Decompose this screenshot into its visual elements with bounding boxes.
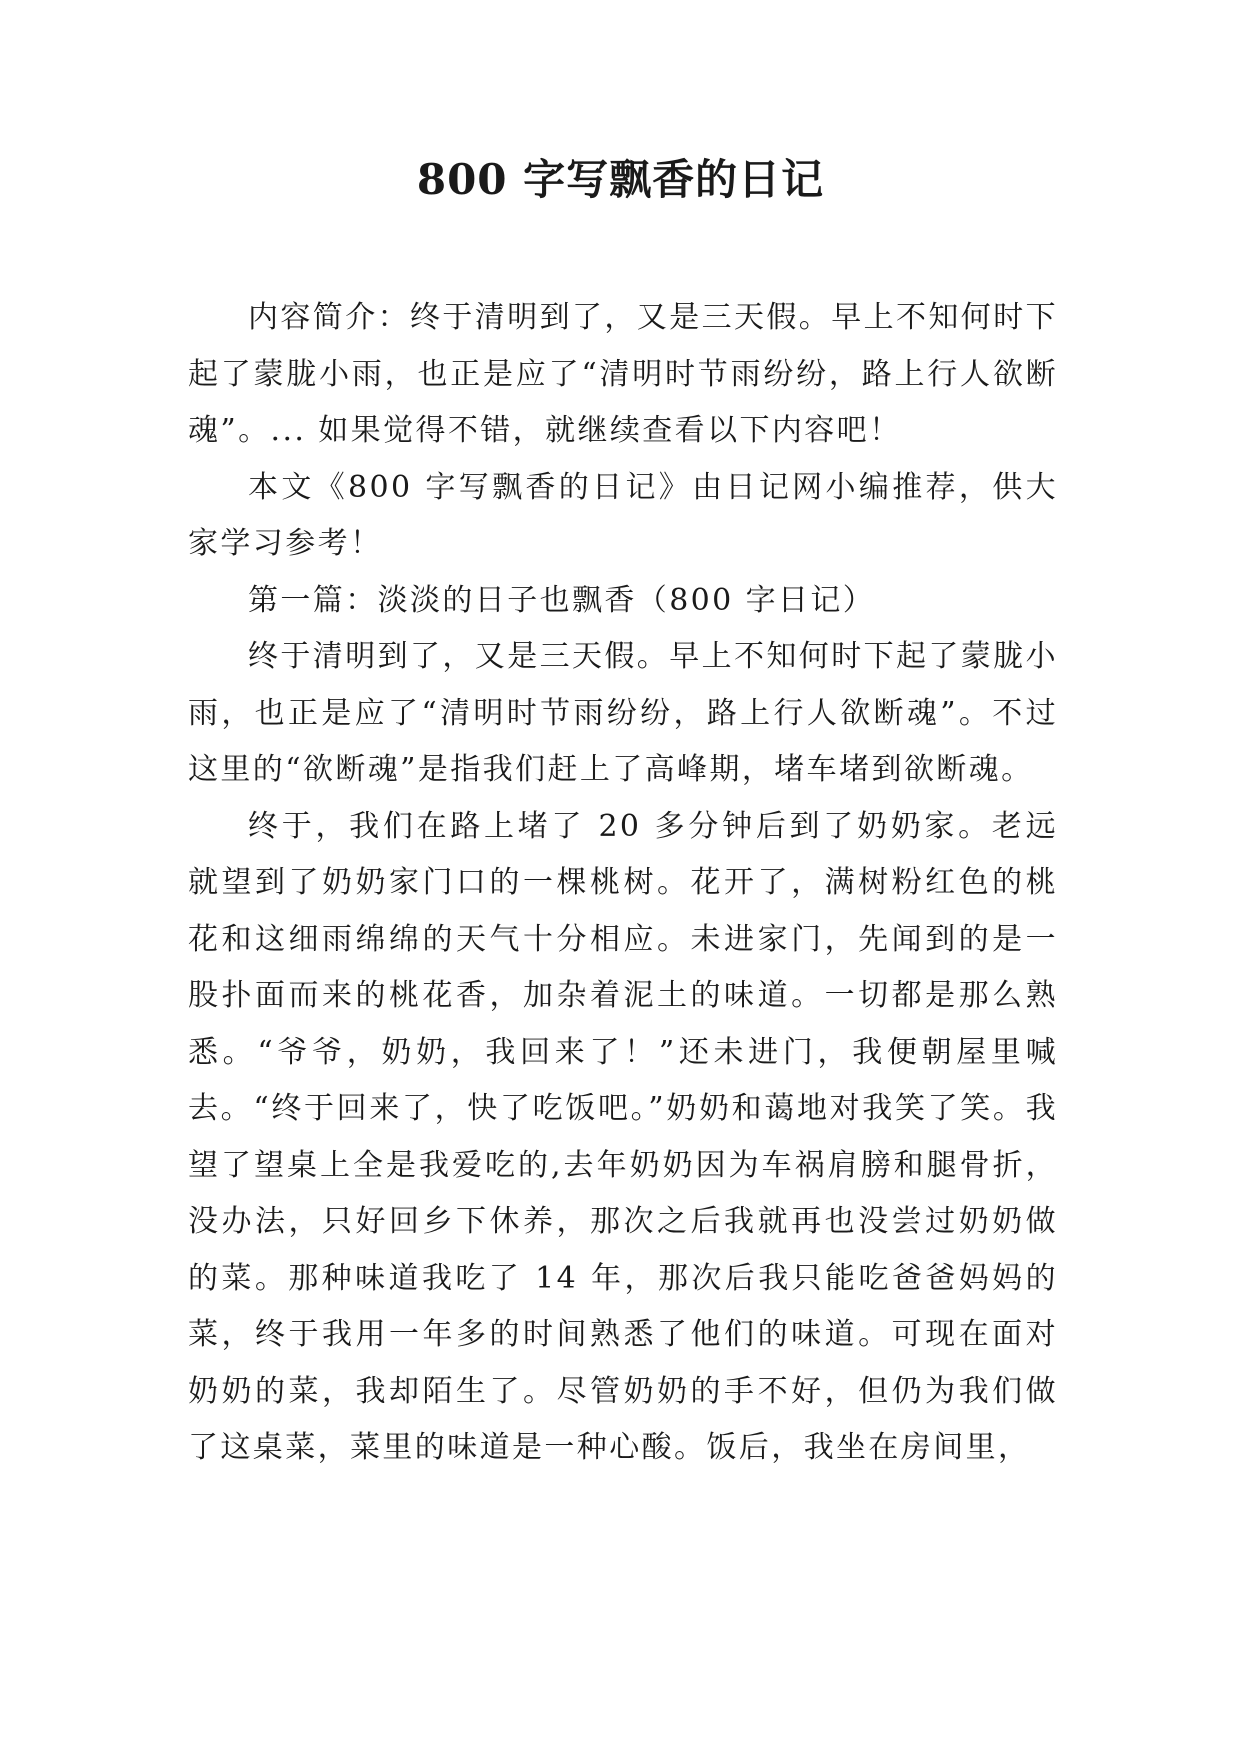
paragraph-body-2: 终于，我们在路上堵了 20 多分钟后到了奶奶家。老远就望到了奶奶家门口的一棵桃树。花开了，满树粉红色的桃花和这细雨绵绵的天气十分相应。未进家门，先闻到的是一股扑面而来的桃花香，加杂着泥土的味道。一切都是那么熟悉。“爷爷，奶奶，我回来了！”还未进门，我便朝屋里喊去。“终于回来了，快了吃饭吧。”奶奶和蔼地对我笑了笑。我望了望桌上全是我爱吃的,去年奶奶因为车祸肩膀和腿骨折，没办法，只好回乡下休养，那次之后我就再也没尝过奶奶做的菜。那种味道我吃了 14 年，那次后我只能吃爸爸妈妈的菜，终于我用一年多的时间熟悉了他们的味道。可现在面对奶奶的菜，我却陌生了。尽管奶奶的手不好，但仍为我们做了这桌菜，菜里的味道是一种心酸。饭后，我坐在房间里， bbox=[188, 808, 1058, 1465]
document-body bbox=[188, 290, 1058, 1477]
document-title: 800 字写飘香的日记 bbox=[416, 155, 825, 204]
paragraph-recommendation: 本文《800 字写飘香的日记》由日记网小编推荐，供大家学习参考！ bbox=[188, 469, 1058, 561]
paragraph-body-1: 终于清明到了，又是三天假。早上不知何时下起了蒙胧小雨，也正是应了“清明时节雨纷纷，路上行人欲断魂”。不过这里的“欲断魂”是指我们赶上了高峰期，堵车堵到欲断魂。 bbox=[188, 639, 1058, 787]
paragraph-summary: 内容简介：终于清明到了，又是三天假。早上不知何时下起了蒙胧小雨，也正是应了“清明时节雨纷纷，路上行人欲断魂”。... 如果觉得不错，就继续查看以下内容吧！ bbox=[188, 300, 1058, 448]
paragraph-chapter-heading: 第一篇：淡淡的日子也飘香（800 字日记） bbox=[248, 582, 876, 618]
